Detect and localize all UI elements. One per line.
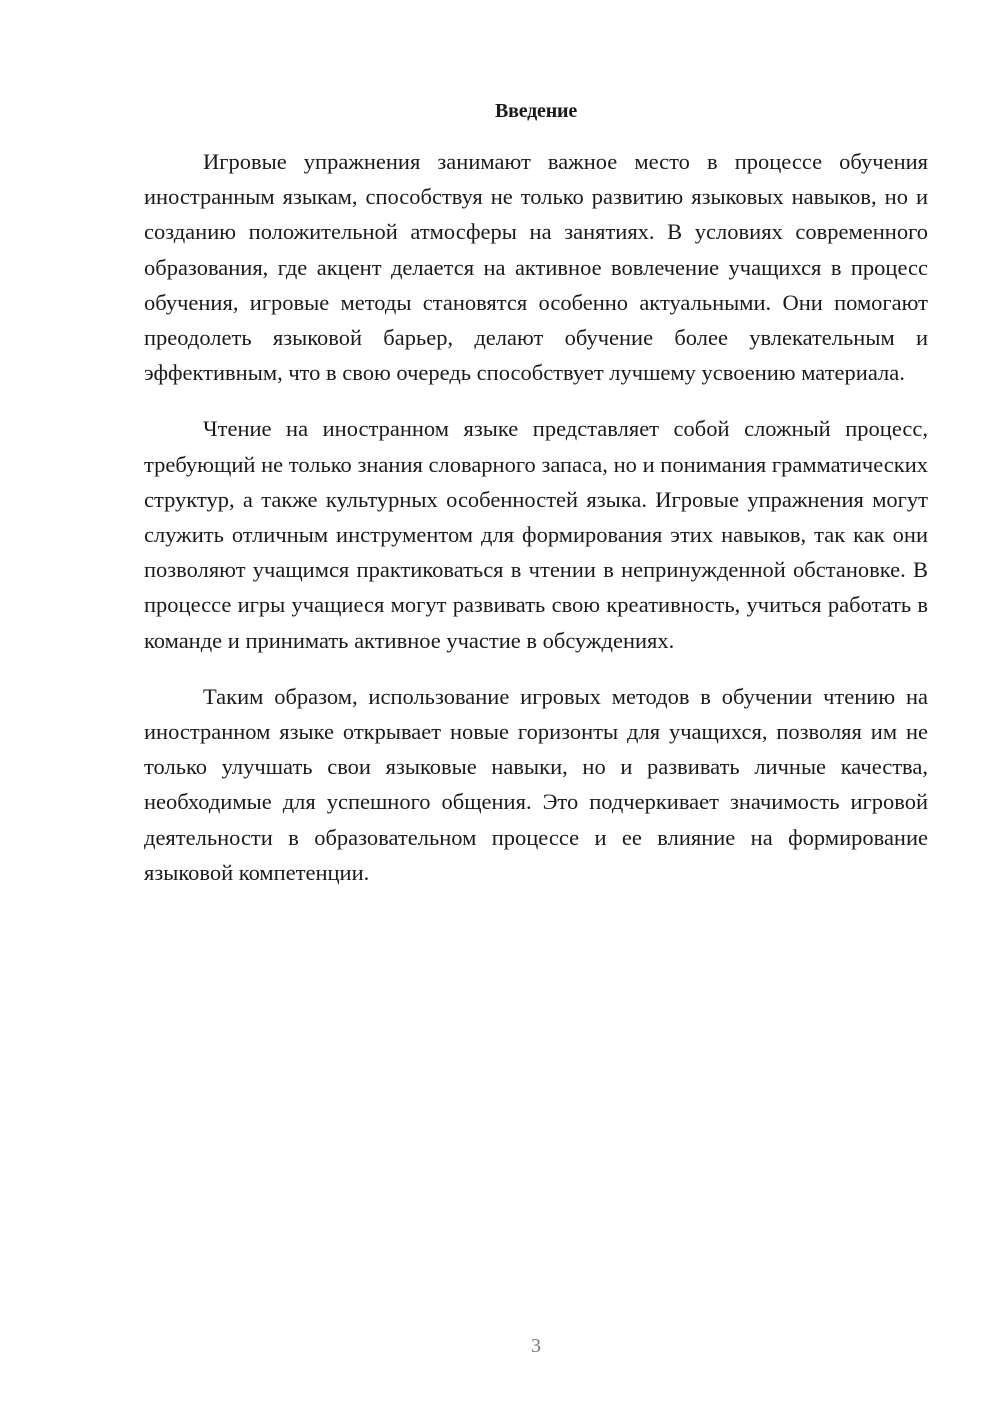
page-number: 3 <box>531 1335 541 1357</box>
page-content <box>144 98 928 911</box>
paragraph-2: Чтение на иностранном языке представляет собой сложный процесс, требующий не только знания словарного запаса, но и понимания грамматических структур, а также культурных особенностей языка. Игровые упражнения могут служить отличным инструментом для формирования этих навыков, так как они позволяют учащимся практиковаться в чтении в непринужденной обстановке. В процессе игры учащиеся могут развивать свою креативность, учиться работать в команде и принимать активное участие в обсуждениях. <box>144 416 928 653</box>
paragraph-3: Таким образом, использование игровых методов в обучении чтению на иностранном языке открывает новые горизонты для учащихся, позволяя им не только улучшать свои языковые навыки, но и развивать личные качества, необходимые для успешного общения. Это подчеркивает значимость игровой деятельности в образовательном процессе и ее влияние на формирование языковой компетенции. <box>144 683 928 885</box>
paragraph-1: Игровые упражнения занимают важное место в процессе обучения иностранным языкам, способствуя не только развитию языковых навыков, но и созданию положительной атмосферы на занятиях. В условиях современного образования, где акцент делается на активное вовлечение учащихся в процесс обучения, игровые методы становятся особенно актуальными. Они помогают преодолеть языковой барьер, делают обучение более увлекательным и эффективным, что в свою очередь способствует лучшему усвоению материала. <box>144 149 928 386</box>
section-title: Введение <box>494 100 578 122</box>
